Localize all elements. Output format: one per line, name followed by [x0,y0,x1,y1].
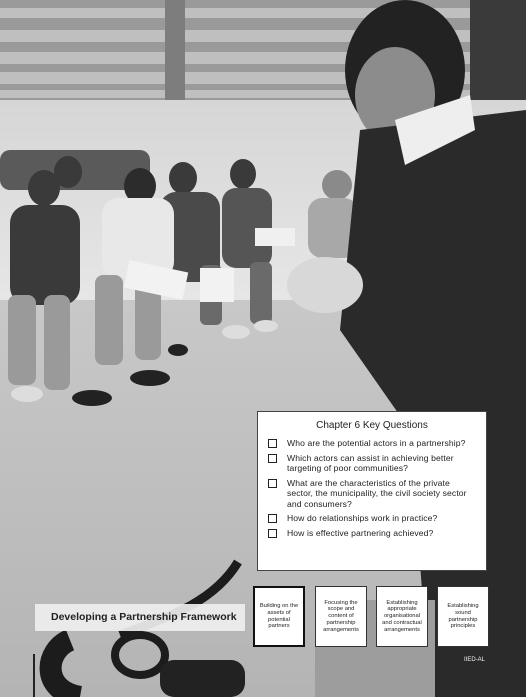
key-question-text: What are the characteristics of the private sector, the municipality, the civil society sector and consumers? [287,477,467,509]
framework-step-text: Building on the assets of potential partners [259,602,299,630]
key-question-5 [266,528,478,539]
framework-step-3 [376,586,428,647]
key-question-text: Who are the potential actors in a partnership? [287,438,466,448]
key-questions-panel [257,411,487,571]
framework-step-1 [253,586,305,647]
checkbox-icon [268,514,277,523]
framework-step-text: Establishing sound partnership principles [447,602,479,630]
key-question-text: Which actors can assist in achieving better targeting of poor communities? [287,452,454,473]
framework-step-4 [437,586,489,647]
framework-label: Developing a Partnership Framework [51,611,237,623]
key-question-3 [266,478,478,510]
key-question-text: How do relationships work in practice? [287,513,438,523]
checkbox-icon [268,479,277,488]
key-questions-title: Chapter 6 Key Questions [316,420,428,431]
margin-rule [33,654,35,697]
framework-step-text: Establishing appropriate organisational and contractual arrangements [382,599,422,633]
footer-code: IIED-AL [464,657,486,663]
framework-step-text: Focusing the scope and content of partnership arrangements [323,599,359,633]
checkbox-icon [268,529,277,538]
key-question-2 [266,453,478,474]
key-question-1 [266,438,478,449]
checkbox-icon [268,454,277,463]
framework-step-2 [315,586,367,647]
checkbox-icon [268,439,277,448]
key-question-4 [266,513,478,524]
key-question-text: How is effective partnering achieved? [287,527,434,538]
